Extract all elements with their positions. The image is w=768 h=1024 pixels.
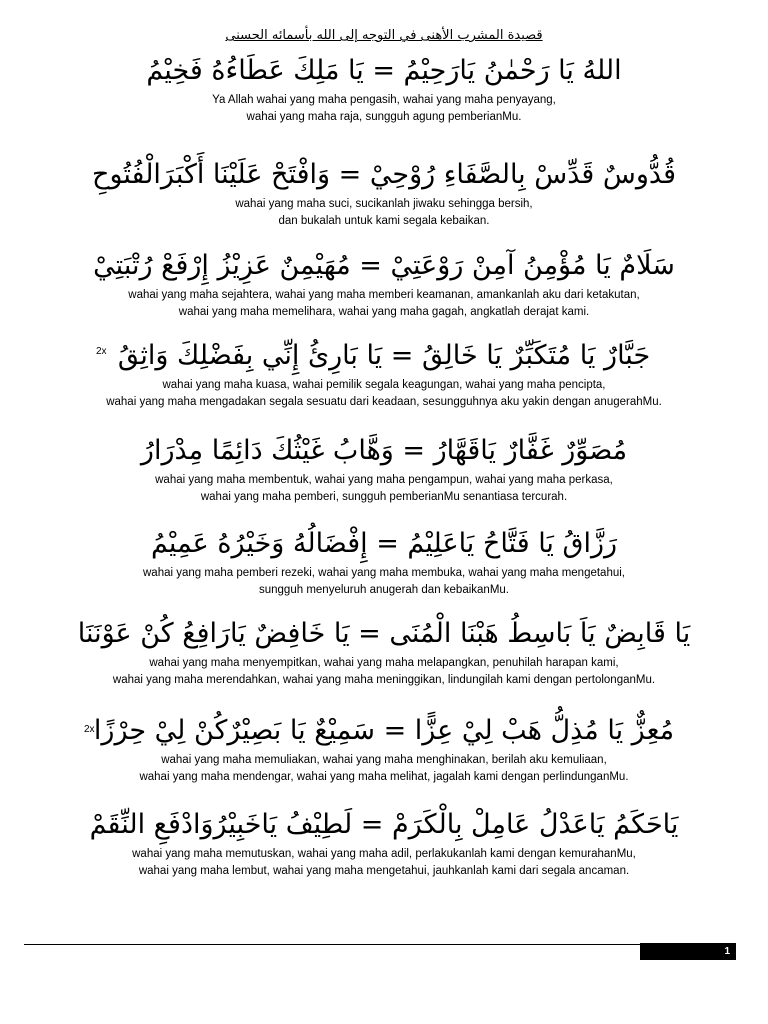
verse-8 xyxy=(40,712,728,786)
translation-line: wahai yang maha pemberi, sungguh pemberianMu senantiasa tercurah. xyxy=(200,491,568,503)
verse-arabic: سَلَامٌ يَا مُؤْمِنُ آمِنْ رَوْعَتِيْ = مُهَيْمِنٌ عَزِيْزُ إِرْفَعْ رُتْبَتِيْ xyxy=(93,250,675,281)
translation-line: wahai yang maha merendahkan, wahai yang maha meninggikan, lindungilah kami dengan pertolonganMu. xyxy=(112,674,656,686)
translation-line: dan bukalah untuk kami segala kebaikan. xyxy=(278,215,490,227)
translation-line: wahai yang maha memutuskan, wahai yang maha adil, perlakukanlah kami dengan kemurahanMu, xyxy=(132,848,636,860)
translation-line: wahai yang maha mengadakan segala sesuatu dari keadaan, sesungguhnya aku yakin dengan anugerahMu. xyxy=(106,396,662,408)
verse-arabic: مُصَوِّرٌ غَفَّارٌ يَاقَهَّارُ = وَهَّابُ غَيْثُكَ دَائِمًا مِدْرَارُ xyxy=(140,435,628,466)
verse-arabic: قُدُّوسٌ قَدِّسْ بِالصَّفَاءِ رُوْحِيْ = وَافْتَحْ عَلَيْنَا أَكْبَرَالْفُتُوحِ xyxy=(92,159,676,190)
translation-line: wahai yang maha sejahtera, wahai yang maha memberi keamanan, amankanlah aku dari ketakutan, xyxy=(128,289,640,301)
verse-6 xyxy=(40,525,728,599)
page-number: 1 xyxy=(640,943,736,960)
verse-7 xyxy=(40,615,728,689)
translation-line: wahai yang maha mendengar, wahai yang maha melihat, jagalah kami dengan perlindunganMu. xyxy=(139,771,629,783)
translation-line: wahai yang maha memelihara, wahai yang maha gagah, angkatlah derajat kami. xyxy=(178,306,590,318)
verse-4 xyxy=(40,337,728,411)
translation-line: wahai yang maha membentuk, wahai yang maha pengampun, wahai yang maha perkasa, xyxy=(155,474,613,486)
footer-divider xyxy=(24,944,640,945)
verse-translation xyxy=(40,287,728,321)
verse-arabic: يَا قَابِضٌ يَاَ بَاسِطُ هَبْنَا الْمُنَى = يَا خَافِضٌ يَارَافِعُ كُنْ عَوْنَنَا xyxy=(77,618,691,649)
translation-line: Ya Allah wahai yang maha pengasih, wahai yang maha penyayang, xyxy=(212,94,556,106)
verse-9 xyxy=(40,806,728,880)
translation-line: sungguh menyeluruh anugerah dan kebaikanMu. xyxy=(259,584,509,596)
verse-translation xyxy=(40,752,728,786)
repeat-marker: 2x xyxy=(84,724,95,735)
verse-translation xyxy=(40,472,728,506)
verse-3 xyxy=(40,247,728,321)
verse-arabic: اللهُ يَا رَحْمٰنُ يَارَحِيْمُ = يَا مَلِكَ عَطَاءُهُ فَخِيْمُ xyxy=(146,55,622,86)
translation-line: wahai yang maha raja, sungguh agung pemberianMu. xyxy=(246,111,522,123)
verse-arabic: رَزَّاقُ يَا فَتَّاحُ يَاعَلِيْمُ = إِفْضَالُهُ وَخَيْرُهُ عَمِيْمُ xyxy=(150,528,618,559)
translation-line: wahai yang maha lembut, wahai yang maha mengetahui, jauhkanlah kami dari segala ancaman. xyxy=(138,865,630,877)
verse-translation xyxy=(40,846,728,880)
verse-5 xyxy=(40,432,728,506)
verse-translation xyxy=(40,565,728,599)
translation-line: wahai yang maha kuasa, wahai pemilik segala keagungan, wahai yang maha pencipta, xyxy=(162,379,606,391)
page-title: قصيدة المشرب الأهنى في التوجه إلى الله بأسمائه الحسنى xyxy=(225,28,543,43)
page-title-container xyxy=(0,24,768,43)
verse-2 xyxy=(40,156,728,230)
verse-arabic: جَبَّارٌ يَا مُتَكَبِّرٌ يَا خَالِقُ = يَا بَارِئُ إِنِّي بِفَضْلِكَ وَاثِقُ xyxy=(117,340,651,371)
verse-1 xyxy=(40,52,728,126)
verse-translation xyxy=(40,655,728,689)
verse-translation xyxy=(40,377,728,411)
verse-arabic: يَاحَكَمُ يَاعَدْلُ عَامِلْ بِالْكَرَمْ = لَطِيْفُ يَاخَبِيْرُوَادْفَعِ النِّقَمْ xyxy=(89,809,679,840)
verse-arabic: مُعِزٌّ يَا مُذِلُّ هَبْ لِيْ عِزًّا = سَمِيْعٌ يَا بَصِيْرٌكُنْ لِيْ حِرْزًا xyxy=(93,715,675,746)
repeat-marker: 2x xyxy=(96,346,107,357)
verse-translation xyxy=(40,92,728,126)
translation-line: wahai yang maha pemberi rezeki, wahai yang maha membuka, wahai yang maha mengetahui, xyxy=(143,567,625,579)
translation-line: wahai yang maha suci, sucikanlah jiwaku sehingga bersih, xyxy=(235,198,533,210)
translation-line: wahai yang maha memuliakan, wahai yang maha menghinakan, berilah aku kemuliaan, xyxy=(161,754,607,766)
translation-line: wahai yang maha menyempitkan, wahai yang maha melapangkan, penuhilah harapan kami, xyxy=(149,657,619,669)
verse-translation xyxy=(40,196,728,230)
